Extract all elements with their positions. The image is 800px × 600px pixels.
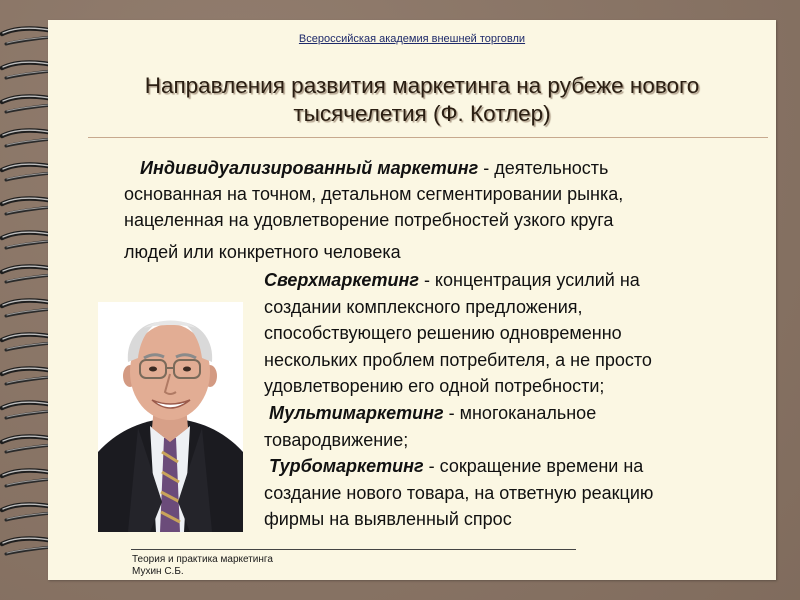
super-line-4: нескольких проблем потребителя, а не просто [264, 349, 652, 370]
individual-term: Индивидуализированный маркетинг [140, 158, 479, 178]
individual-line-4: людей или конкретного человека [124, 242, 401, 262]
turbo-line-2: создание нового товара, на ответную реакцию [264, 482, 654, 503]
footer-course: Теория и практика маркетинга [132, 554, 273, 565]
multi-line-2: товародвижение; [264, 429, 409, 450]
individual-marketing-paragraph [124, 155, 764, 265]
super-line-3: способствующего решению одновременно [264, 323, 622, 344]
marketing-directions-list [264, 267, 774, 533]
title-divider [88, 137, 768, 138]
turbo-line-3: фирмы на выявленный спрос [264, 509, 512, 530]
title-line-2: тысячелетия (Ф. Котлер) [293, 101, 551, 126]
academy-header[interactable]: Всероссийская академия внешней торговли [298, 33, 526, 45]
individual-line-1: Индивидуализированный маркетинг - деятельность [140, 158, 609, 178]
footer-divider [131, 549, 576, 550]
title-line-1: Направления развития маркетинга на рубеже нового [144, 73, 700, 98]
slide-page [48, 20, 776, 580]
super-line-2: создании комплексного предложения, [264, 296, 583, 317]
slide-title [72, 72, 772, 128]
individual-line-3: нацеленная на удовлетворение потребностей узкого круга [124, 210, 614, 230]
turbo-line-1: Турбомаркетинг - сокращение времени на [269, 456, 644, 477]
multi-line-1: Мультимаркетинг - многоканальное [269, 402, 597, 423]
turbo-term: Турбомаркетинг [269, 456, 424, 477]
individual-line-2: основанная на точном, детальном сегментировании рынка, [124, 184, 624, 204]
kotler-portrait [98, 302, 243, 532]
super-line-1: Сверхмаркетинг - концентрация усилий на [264, 270, 640, 290]
footer-author: Мухин С.Б. [132, 566, 184, 577]
slide-footer [132, 554, 273, 578]
super-term: Сверхмаркетинг [264, 270, 419, 290]
super-line-5: удовлетворению его одной потребности; [264, 376, 605, 397]
multi-term: Мультимаркетинг [269, 402, 444, 423]
